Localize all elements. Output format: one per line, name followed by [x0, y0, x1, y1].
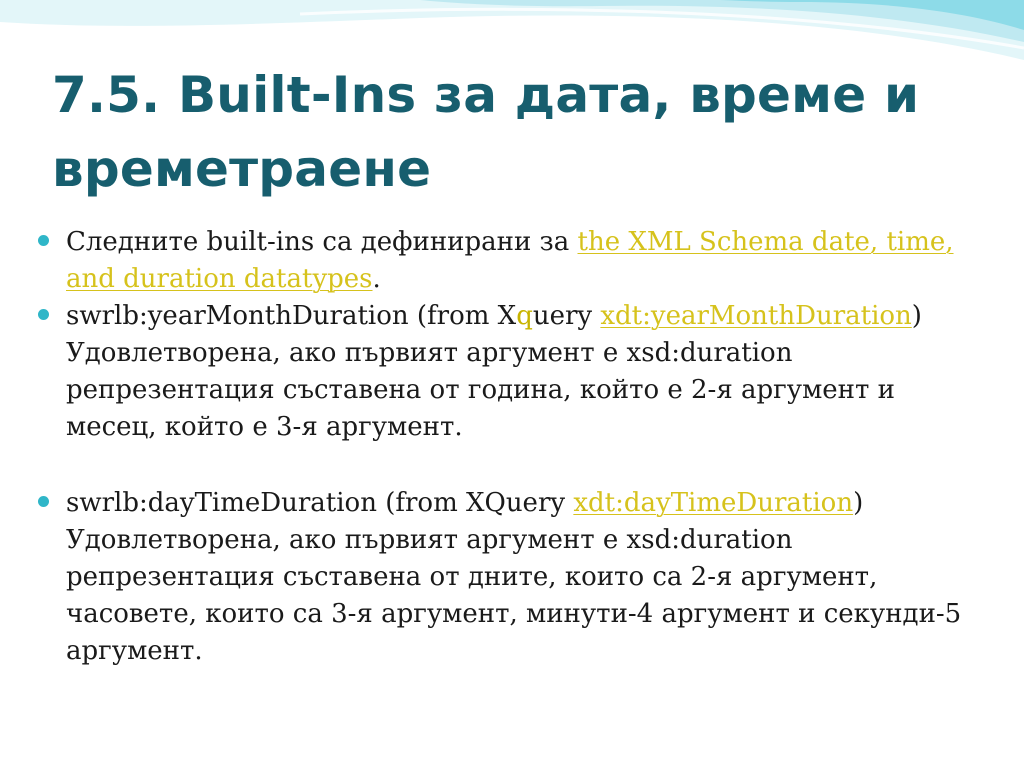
wave-line	[300, 9, 1024, 48]
wave-band-mid	[420, 0, 1024, 42]
intro-text: Следните built-ins са дефинирани за	[66, 227, 578, 257]
slide-title	[52, 58, 992, 206]
yearmonth-prefix-rest: uery	[532, 301, 601, 331]
bullet-icon	[38, 496, 49, 507]
bullet-item-daytimeduration	[36, 485, 976, 670]
bullet-item-yearmonthduration	[36, 298, 976, 446]
xdt-daytimeduration-link[interactable]: xdt:dayTimeDuration	[573, 488, 854, 518]
daytime-prefix: swrlb:dayTimeDuration (from XQuery	[66, 488, 574, 518]
yearmonth-description: Удовлетворена, ако първият аргумент е xsd:duration репрезентация съставена от година, който е 2-я аргумент и месец, който е 3-я аргумент.	[66, 338, 895, 442]
intro-period: .	[372, 264, 381, 294]
xdt-yearmonthduration-link[interactable]: xdt:yearMonthDuration	[600, 301, 912, 331]
yearmonth-suffix: )	[911, 301, 922, 331]
daytime-suffix: )	[853, 488, 864, 518]
yearmonth-prefix: swrlb:yearMonthDuration (from X	[66, 301, 517, 331]
bullet-icon	[38, 309, 49, 320]
wave-band-accent	[720, 0, 1024, 30]
title-line-1: 7.5. Built-Ins за дата, време и	[52, 66, 920, 124]
bullet-item-intro	[36, 224, 976, 298]
bullet-icon	[38, 235, 49, 246]
bullet-list	[36, 224, 976, 670]
daytime-description: Удовлетворена, ако първият аргумент е xsd:duration репрезентация съставена от дните, които са 2-я аргумент, часовете, които са 3-я аргумент, минути-4 аргумент и секунди-5 аргумент.	[66, 525, 962, 666]
title-line-2: времетраене	[52, 140, 432, 198]
yearmonth-highlight-char: q	[516, 301, 533, 331]
xml-schema-datatypes-link[interactable]: the XML Schema date, time, and duration datatypes	[66, 227, 954, 294]
wave-band-light	[0, 0, 1024, 60]
